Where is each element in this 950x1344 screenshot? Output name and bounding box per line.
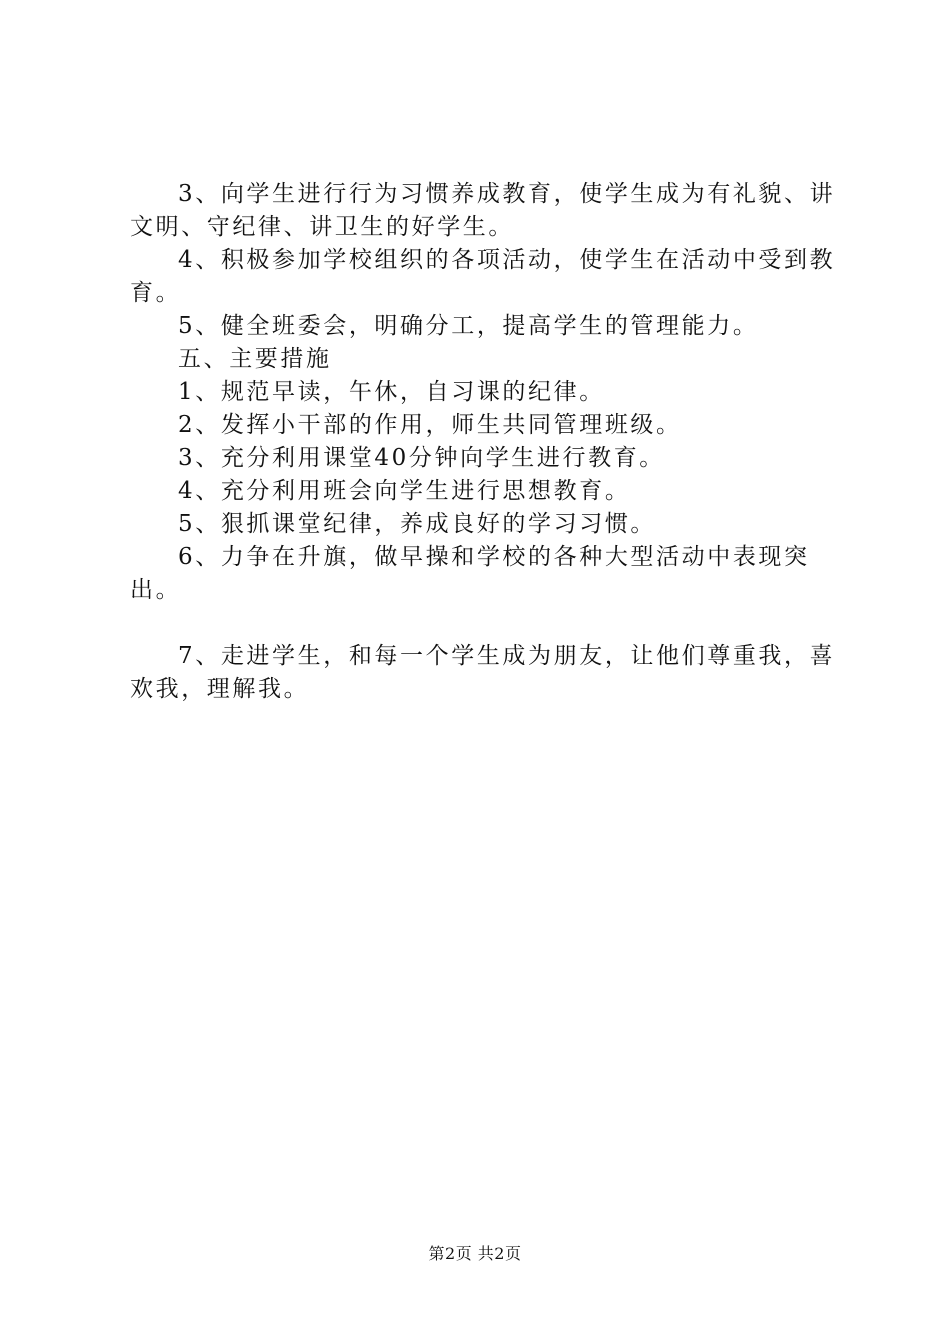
paragraph-befriend-students: 7、走进学生，和每一个学生成为朋友，让他们尊重我，喜欢我，理解我。 xyxy=(130,643,836,702)
paragraph-class-committee: 5、健全班委会，明确分工，提高学生的管理能力。 xyxy=(178,313,759,339)
paragraph-morning-reading: 1、规范早读，午休，自习课的纪律。 xyxy=(178,379,605,405)
paragraph-flag-raising: 6、力争在升旗，做早操和学校的各种大型活动中表现突出。 xyxy=(130,544,810,603)
document-body xyxy=(130,178,850,706)
paragraph-behavior-habits: 3、向学生进行行为习惯养成教育，使学生成为有礼貌、讲文明、守纪律、讲卫生的好学生。 xyxy=(130,181,836,240)
page-number-footer: 第2页 共2页 xyxy=(428,1244,522,1263)
paragraph-classroom-time: 3、充分利用课堂40分钟向学生进行教育。 xyxy=(178,445,665,471)
paragraph-class-meeting: 4、充分利用班会向学生进行思想教育。 xyxy=(178,478,631,504)
paragraph-class-cadres: 2、发挥小干部的作用，师生共同管理班级。 xyxy=(178,412,682,438)
section-heading-main-measures: 五、主要措施 xyxy=(178,346,332,372)
paragraph-school-activities: 4、积极参加学校组织的各项活动，使学生在活动中受到教育。 xyxy=(130,247,836,306)
paragraph-classroom-discipline: 5、狠抓课堂纪律，养成良好的学习习惯。 xyxy=(178,511,657,537)
